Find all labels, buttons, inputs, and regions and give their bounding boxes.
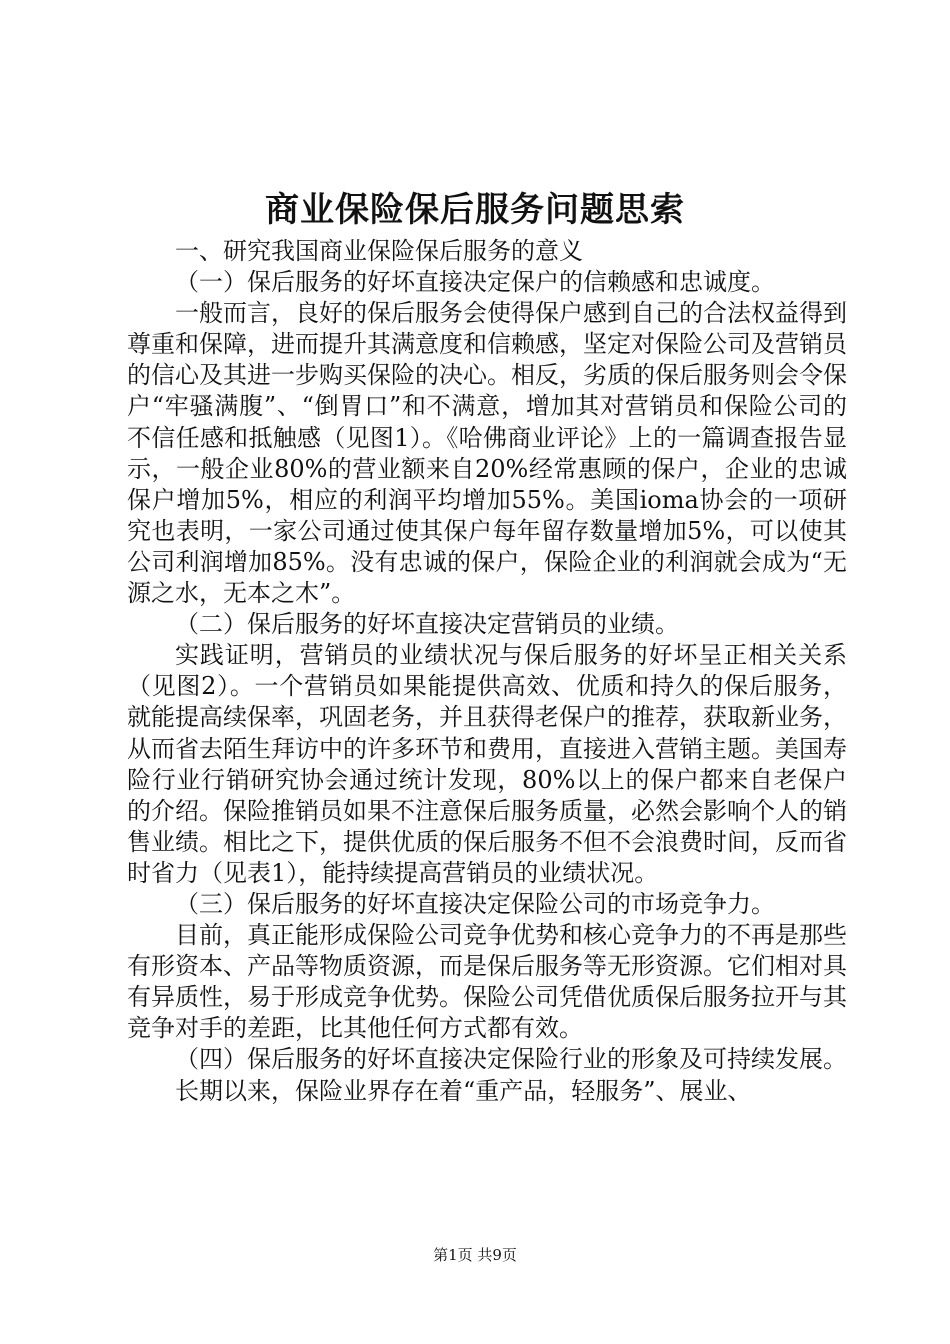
- document-title: 商业保险保后服务问题思索: [265, 190, 685, 230]
- subsection-heading: （二）保后服务的好坏直接决定营销员的业绩。: [175, 610, 679, 639]
- subsection-heading: （三）保后服务的好坏直接决定保险公司的市场竞争力。: [175, 889, 775, 918]
- body-paragraph: 实践证明，营销员的业绩状况与保后服务的好坏呈正相关关系（见图2）。一个营销员如果能提供高效、优质和持久的保后服务，就能提高续保率，巩固老务，并且获得老保户的推荐，获取新业务，从而省去陌生拜访中的许多环节和费用，直接进入营销主题。美国寿险行业行销研究协会通过统计发现，80%以上的保户都来自老保户的介绍。保险推销员如果不注意保后服务质量，必然会影响个人的销售业绩。相比之下，提供优质的保后服务不但不会浪费时间，反而省时省力（见表1），能持续提高营销员的业绩状况。: [127, 641, 847, 887]
- body-paragraph: 一般而言，良好的保后服务会使得保户感到自己的合法权益得到尊重和保障，进而提升其满意度和信赖感，坚定对保险公司及营销员的信心及其进一步购买保险的决心。相反，劣质的保后服务则会令保户“牢骚满腹”、“倒胃口”和不满意，增加其对营销员和保险公司的不信任感和抵触感（见图1）。《哈佛商业评论》上的一篇调查报告显示，一般企业80%的营业额来自20%经常惠顾的保户，企业的忠诚保户增加5%，相应的利润平均增加55%。美国ioma协会的一项研究也表明，一家公司通过使其保户每年留存数量增加5%，可以使其公司利润增加85%。没有忠诚的保户，保险企业的利润就会成为“无源之水，无本之木”。: [127, 299, 847, 608]
- page-footer: 第1页 共9页: [433, 1246, 517, 1264]
- document-body: [127, 236, 847, 1107]
- section-heading: 一、研究我国商业保险保后服务的意义: [175, 237, 583, 265]
- subsection-heading: （四）保后服务的好坏直接决定保险行业的形象及可持续发展。: [175, 1045, 847, 1074]
- body-paragraph: 目前，真正能形成保险公司竞争优势和核心竞争力的不再是那些有形资本、产品等物质资源，而是保后服务等无形资源。它们相对具有异质性，易于形成竞争优势。保险公司凭借优质保后服务拉开与其竞争对手的差距，比其他任何方式都有效。: [127, 921, 847, 1043]
- body-paragraph: 长期以来，保险业界存在着“重产品，轻服务”、展业、: [175, 1076, 752, 1105]
- subsection-heading: （一）保后服务的好坏直接决定保户的信赖感和忠诚度。: [175, 268, 775, 297]
